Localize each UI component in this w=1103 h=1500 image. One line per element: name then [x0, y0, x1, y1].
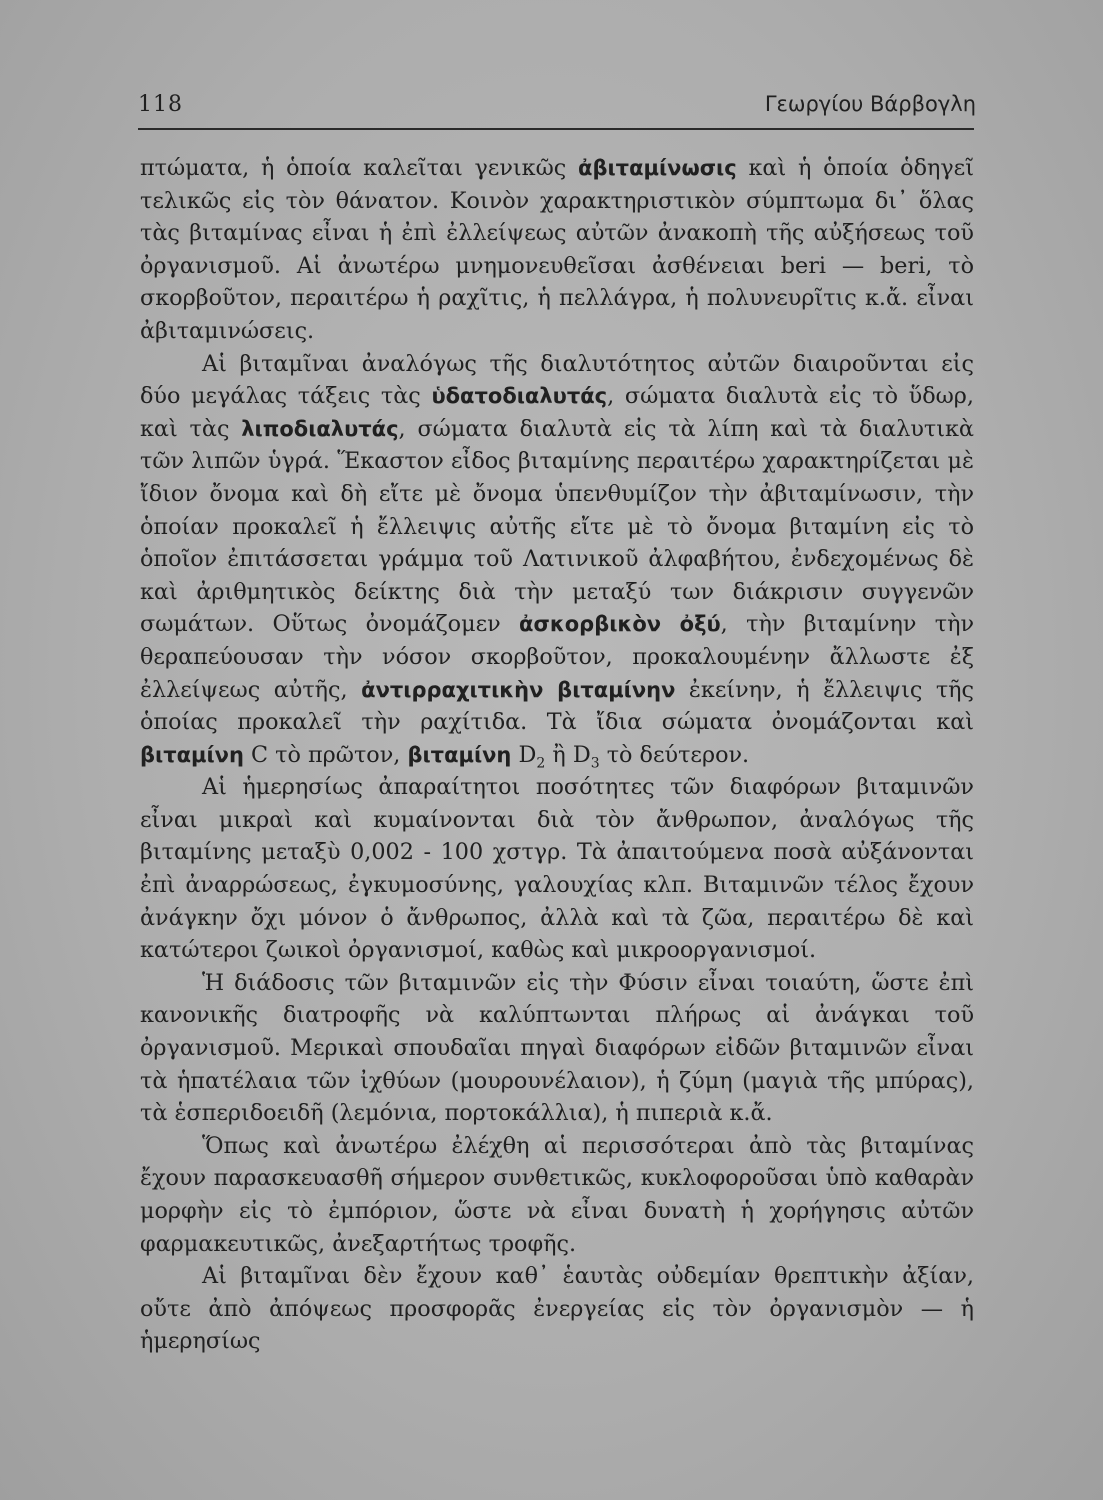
running-title: Γεωργίου Βάρβογλη	[764, 92, 976, 116]
term-avitaminosis: ἀβιταμίνωσις	[578, 156, 737, 180]
body-text	[140, 152, 974, 1358]
paragraph-2: Αἱ βιταμῖναι ἀναλόγως τῆς διαλυτότητος αὐτῶν διαιροῦνται εἰς δύο μεγάλας τάξεις τὰς ὑδατοδιαλυτάς, σώματα διαλυτὰ εἰς τὸ ὕδωρ, καὶ τὰς λιποδιαλυτάς, σώματα διαλυτὰ εἰς τὰ λίπη καὶ τὰ διαλυτικὰ τῶν λιπῶν ὑγρά. Ἕκαστον εἶδος βιταμίνης περαιτέρω χαρακτηρίζεται μὲ ἴδιον ὄνομα καὶ δὴ εἴτε μὲ ὄνομα ὑπενθυμίζον τὴν ἀβιταμίνωσιν, τὴν ὁποίαν προκαλεῖ ἡ ἔλλειψις αὐτῆς εἴτε μὲ τὸ ὄνομα βιταμίνη εἰς τὸ ὁποῖον ἐπιτάσσεται γράμμα τοῦ Λατινικοῦ ἀλφαβήτου, ἐνδεχομένως δὲ καὶ ἀριθμητικὸς δείκτης διὰ τὴν μεταξύ των διάκρισιν συγγενῶν σωμάτων. Οὕτως ὀνομάζομεν ἀσκορβικὸν ὀξύ, τὴν βιταμίνην τὴν θεραπεύουσαν τὴν νόσον σκορβοῦτον, προκαλουμένην ἄλλωστε ἐξ ἐλλείψεως αὐτῆς, ἀντιρραχιτικὴν βιταμίνην ἐκείνην, ἡ ἔλλειψις τῆς ὁποίας προκαλεῖ τὴν ραχίτιδα. Τὰ ἴδια σώματα ὀνομάζονται καὶ βιταμίνη C τὸ πρῶτον, βιταμίνη $D_2$ ἢ $D_3$ τὸ δεύτερον.	[140, 350, 975, 772]
subscript-2: 2	[536, 755, 546, 772]
paragraph-6: Αἱ βιταμῖναι δὲν ἔχουν καθ᾽ ἑαυτὰς οὐδεμίαν θρεπτικὴν ἀξίαν, οὔτε ἀπὸ ἀπόψεως προσφορᾶς ἐνεργείας εἰς τὸν ὀργανισμὸν — ἡ ἡμερησίως	[140, 1263, 974, 1355]
subscript-3: 3	[590, 755, 600, 772]
term-water-soluble: ὑδατοδιαλυτάς	[431, 384, 608, 409]
term-vitamin-c: βιταμίνη	[140, 742, 244, 767]
term-vitamin-d: βιταμίνη	[407, 742, 512, 767]
term-ascorbic-acid: ἀσκορβικὸν ὀξύ	[519, 612, 721, 637]
term-fat-soluble: λιποδιαλυτάς	[241, 416, 399, 441]
paragraph-3: Αἱ ἡμερησίως ἀπαραίτητοι ποσότητες τῶν διαφόρων βιταμινῶν εἶναι μικραὶ καὶ κυμαίνονται διὰ τὸν ἄνθρωπον, ἀναλόγως τῆς βιταμίνης μεταξὺ 0,002 - 100 χστγρ. Τὰ ἀπαιτούμενα ποσὰ αὐξάνονται ἐπὶ ἀναρρώσεως, ἐγκυμοσύνης, γαλουχίας κλπ. Βιταμινῶν τέλος ἔχουν ἀνάγκην ὄχι μόνον ὁ ἄνθρωπος, ἀλλὰ καὶ τὰ ζῶα, περαιτέρω δὲ καὶ κατώτεροι ζωικοὶ ὀργανισμοί, καθὼς καὶ μικροοργανισμοί.	[140, 774, 974, 964]
paragraph-1: πτώματα, ἡ ὁποία καλεῖται γενικῶς ἀβιταμίνωσις καὶ ἡ ὁποία ὁδηγεῖ τελικῶς εἰς τὸν θάνατον. Κοινὸν χαρακτηριστικὸν σύμπτωμα δι᾽ ὅλας τὰς βιταμίνας εἶναι ἡ ἐπὶ ἐλλείψεως αὐτῶν ἀνακοπὴ τῆς αὐξήσεως τοῦ ὀργανισμοῦ. Αἱ ἀνωτέρω μνημονευθεῖσαι ἀσθένειαι beri — beri, τὸ σκορβοῦτον, περαιτέρω ἡ ραχῖτις, ἡ πελλάγρα, ἡ πολυνευρῖτις κ.ἄ. εἶναι ἀβιταμινώσεις.	[140, 155, 974, 344]
page-number: 118	[138, 92, 183, 117]
paragraph-5: Ὅπως καὶ ἀνωτέρω ἐλέχθη αἱ περισσότεραι ἀπὸ τὰς βιταμίνας ἔχουν παρασκευασθῆ σήμερον συνθετικῶς, κυκλοφοροῦσαι ὑπὸ καθαρὰν μορφὴν εἰς τὸ ἐμπόριον, ὥστε νὰ εἶναι δυνατὴ ἡ χορήγησις αὐτῶν φαρμακευτικῶς, ἀνεξαρτήτως τροφῆς.	[140, 1132, 974, 1257]
term-antirachitic-vitamin: ἀντιρραχιτικὴν βιταμίνην	[361, 677, 676, 702]
page-header	[138, 92, 976, 128]
header-rule	[138, 128, 974, 130]
paragraph-4: Ἡ διάδοσις τῶν βιταμινῶν εἰς τὴν Φύσιν εἶναι τοιαύτη, ὥστε ἐπὶ κανονικῆς διατροφῆς νὰ καλύπτωνται πλήρως αἱ ἀνάγκαι τοῦ ὀργανισμοῦ. Μερικαὶ σπουδαῖαι πηγαὶ διαφόρων εἰδῶν βιταμινῶν εἶναι τὰ ἡπατέλαια τῶν ἰχθύων (μουρουνέλαιον), ἡ ζύμη (μαγιὰ τῆς μπύρας), τὰ ἑσπεριδοειδῆ (λεμόνια, πορτοκάλλια), ἡ πιπεριὰ κ.ἄ.	[140, 969, 974, 1127]
